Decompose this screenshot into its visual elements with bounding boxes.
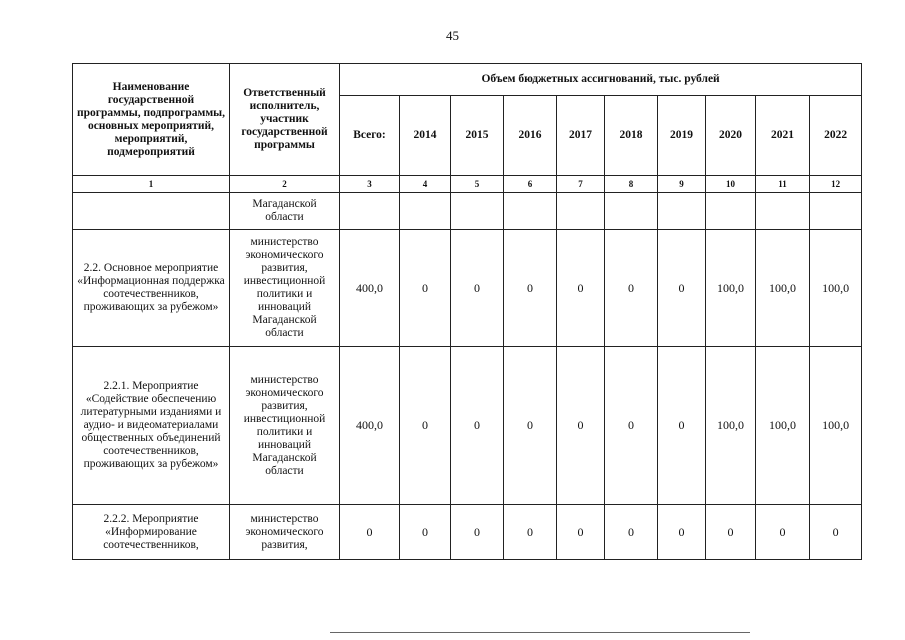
total-header: Всего: xyxy=(340,96,400,176)
value-cell: 0 xyxy=(605,505,658,560)
column-number: 1 xyxy=(73,176,230,193)
value-cell xyxy=(810,193,862,230)
value-cell xyxy=(658,193,706,230)
value-cell: 0 xyxy=(400,230,451,347)
value-cell: 400,0 xyxy=(340,347,400,505)
row-executor: министерство экономического развития, xyxy=(230,505,340,560)
column-number: 12 xyxy=(810,176,862,193)
budget-title-header: Объем бюджетных ассигнований, тыс. рублей xyxy=(340,64,862,96)
column-number: 3 xyxy=(340,176,400,193)
column-number: 4 xyxy=(400,176,451,193)
value-cell: 100,0 xyxy=(810,347,862,505)
year-header: 2022 xyxy=(810,96,862,176)
value-cell: 0 xyxy=(451,230,504,347)
row-executor: министерство экономического развития, инвестиционной политики и инноваций Магаданской области xyxy=(230,347,340,505)
value-cell: 0 xyxy=(400,505,451,560)
value-cell: 0 xyxy=(557,347,605,505)
column-number: 6 xyxy=(504,176,557,193)
row-executor: министерство экономического развития, инвестиционной политики и инноваций Магаданской области xyxy=(230,230,340,347)
value-cell: 100,0 xyxy=(810,230,862,347)
column-number: 11 xyxy=(756,176,810,193)
row-name xyxy=(73,193,230,230)
value-cell: 0 xyxy=(504,505,557,560)
value-cell xyxy=(756,193,810,230)
value-cell xyxy=(340,193,400,230)
value-cell: 0 xyxy=(557,230,605,347)
value-cell xyxy=(451,193,504,230)
table-row xyxy=(73,193,862,230)
value-cell: 100,0 xyxy=(706,347,756,505)
column-number: 5 xyxy=(451,176,504,193)
col-name-header: Наименование государственной программы, подпрограммы, основных мероприятий, мероприятий, подмероприятий xyxy=(73,64,230,176)
budget-table xyxy=(72,63,862,560)
value-cell: 0 xyxy=(658,230,706,347)
value-cell: 0 xyxy=(504,347,557,505)
value-cell: 0 xyxy=(340,505,400,560)
row-name: 2.2.1. Мероприятие «Содействие обеспечению литературными изданиями и аудио- и видеоматериалами общественных объединений соотечественников, проживающих за рубежом» xyxy=(73,347,230,505)
year-header: 2016 xyxy=(504,96,557,176)
value-cell xyxy=(557,193,605,230)
value-cell: 0 xyxy=(605,230,658,347)
value-cell: 0 xyxy=(605,347,658,505)
value-cell: 0 xyxy=(504,230,557,347)
value-cell: 100,0 xyxy=(756,230,810,347)
value-cell: 0 xyxy=(756,505,810,560)
column-number-row xyxy=(73,176,862,193)
year-header: 2014 xyxy=(400,96,451,176)
year-header: 2015 xyxy=(451,96,504,176)
row-name: 2.2.2. Мероприятие «Информирование соотечественников, xyxy=(73,505,230,560)
value-cell: 0 xyxy=(706,505,756,560)
year-header: 2018 xyxy=(605,96,658,176)
value-cell: 400,0 xyxy=(340,230,400,347)
value-cell: 0 xyxy=(658,505,706,560)
table-row xyxy=(73,230,862,347)
column-number: 2 xyxy=(230,176,340,193)
col-executor-header: Ответственный исполнитель, участник государственной программы xyxy=(230,64,340,176)
value-cell: 0 xyxy=(451,347,504,505)
value-cell xyxy=(400,193,451,230)
column-number: 7 xyxy=(557,176,605,193)
value-cell: 0 xyxy=(400,347,451,505)
value-cell xyxy=(706,193,756,230)
year-header: 2019 xyxy=(658,96,706,176)
value-cell: 0 xyxy=(658,347,706,505)
value-cell: 100,0 xyxy=(706,230,756,347)
column-number: 8 xyxy=(605,176,658,193)
table-row xyxy=(73,505,862,560)
value-cell: 0 xyxy=(810,505,862,560)
page-number: 45 xyxy=(446,28,459,43)
table-row xyxy=(73,347,862,505)
value-cell xyxy=(504,193,557,230)
header-row-1 xyxy=(73,64,862,96)
year-header: 2021 xyxy=(756,96,810,176)
row-name: 2.2. Основное мероприятие «Информационная поддержка соотечественников, проживающих за рубежом» xyxy=(73,230,230,347)
year-header: 2017 xyxy=(557,96,605,176)
column-number: 10 xyxy=(706,176,756,193)
value-cell: 100,0 xyxy=(756,347,810,505)
column-number: 9 xyxy=(658,176,706,193)
value-cell xyxy=(605,193,658,230)
value-cell: 0 xyxy=(557,505,605,560)
page-bottom-rule xyxy=(330,632,750,633)
year-header: 2020 xyxy=(706,96,756,176)
value-cell: 0 xyxy=(451,505,504,560)
row-executor: Магаданской области xyxy=(230,193,340,230)
